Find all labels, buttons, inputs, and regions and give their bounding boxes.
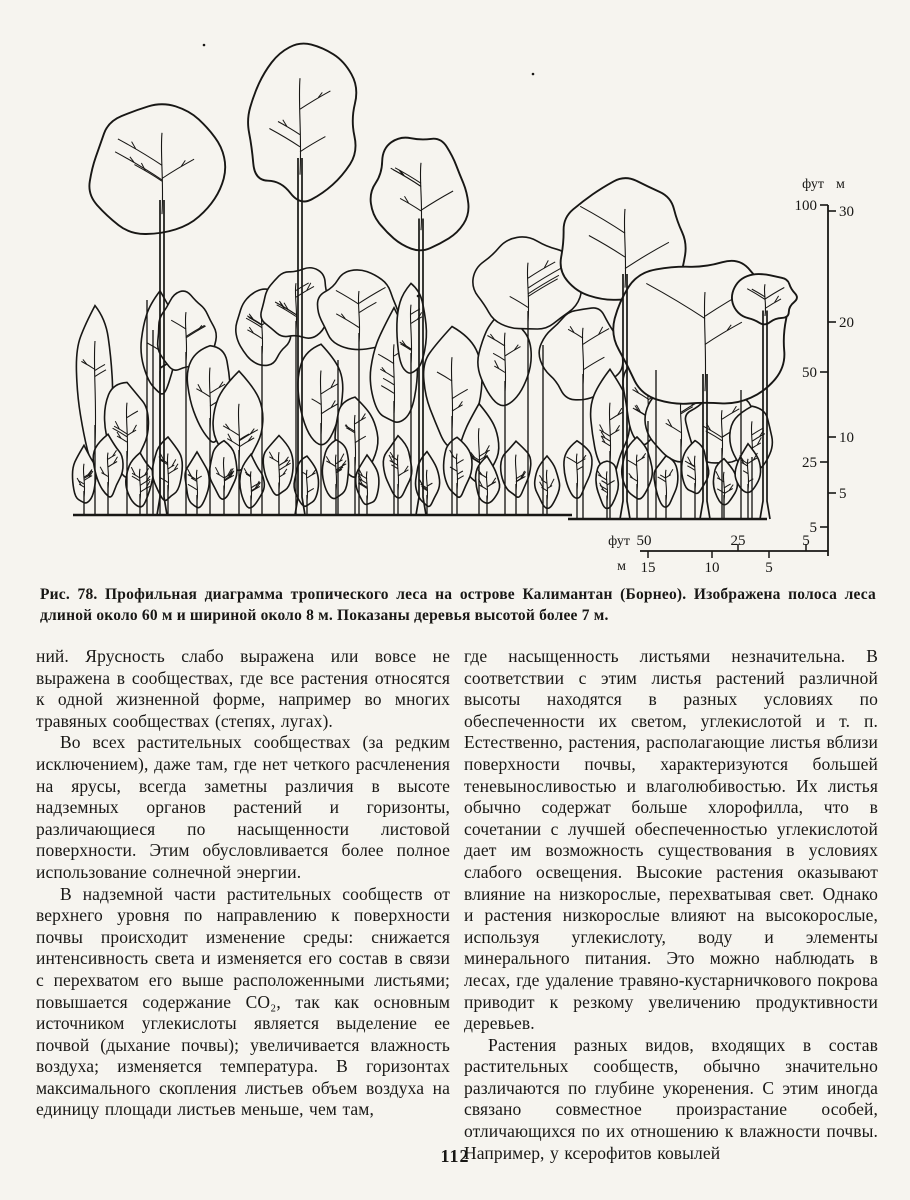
svg-text:30: 30: [839, 204, 854, 220]
svg-text:100: 100: [794, 198, 817, 214]
figure-caption-text: Профильная диаграмма тропического леса на острове Калимантан (Борнео). Изображена полоса леса длиной около 60 м и шириной около 8 м. Показаны деревья высотой более 7 м.: [40, 586, 876, 624]
tree: [564, 441, 592, 499]
paragraph: Растения разных видов, входящих в состав растительных сообществ, обычно значительно различаются по глубине укоренения. С этим иногда связано совместное произрастание особей, отличающихся по их отношению к влажности почвы. Например, у ксерофитов ковылей: [464, 1034, 878, 1163]
body-text: [36, 646, 878, 1164]
svg-text:5: 5: [809, 520, 817, 536]
paragraph: где насыщенность листьями незначительна. В соответствии с этим листья растений различной высоты находятся в разных условиях по обеспеченности их светом, углекислотой и т. п. Естественно, растения, располагающие листья вблизи поверхности почвы, характеризуются большей теневыносливостью и влаголюбивостью. Их листья обычно содержат больше хлорофилла, что в сочетании с лучшей обеспеченностью углекислотой дает им возможность существования в условиях слабого освещения. Высокие растения оказывают влияние на низкорослые, перехватывая свет. Однако и растения низкорослые влияют на высокорослые, используя углекислоту, воду и элементы минерального питания. Это можно наблюдать в лесах, где удаление травяно-кустарничкового покрова приводит к резкому увеличению продуктивности деревьев.: [464, 646, 878, 1034]
tree: [263, 436, 293, 496]
paragraph: В надземной части растительных сообществ от верхнего уровня по направлению к поверхности почвы происходит изменение среды: снижается интенсивность света и изменяется его состав в связи с перехватом его выше расположенными листьями; повышается содержание CO₂, так как основным источником углекислоты является выделение ее почвой (дыхание почвы); увеличивается влажность воздуха; изменяется температура. В горизонтах максимального скопления листьев объем воздуха на единицу площади листьев меньше, чем там,: [36, 883, 450, 1120]
forest-figure-svg: [0, 0, 910, 575]
tree: [713, 459, 737, 505]
tree: [89, 104, 225, 234]
forest-profile-figure: [0, 0, 910, 575]
svg-text:5: 5: [802, 533, 810, 549]
svg-text:50: 50: [802, 365, 817, 381]
svg-text:10: 10: [839, 430, 854, 446]
ground-line: [73, 515, 767, 519]
svg-text:20: 20: [839, 315, 854, 331]
figure-caption-label: Рис. 78.: [40, 586, 98, 603]
paragraph: ний. Ярусность слабо выражена или вовсе не выражена в сообществах, где все растения относятся к одной жизненной форме, например во многих травяных сообществах (степях, лугах).: [36, 646, 450, 731]
page-number: 112: [440, 1146, 470, 1166]
tree: [152, 437, 182, 500]
right-column: [464, 646, 878, 1164]
tree: [209, 441, 237, 499]
svg-text:5: 5: [839, 486, 847, 502]
svg-text:фут: фут: [802, 177, 824, 192]
figure-caption: [40, 584, 876, 626]
svg-text:м: м: [836, 177, 845, 192]
svg-text:фут: фут: [608, 534, 630, 549]
paragraph: Во всех растительных сообществах (за редким исключением), даже там, где нет четкого расчленения на ярусы, всегда заметны различия в высоте надземных органов растений и горизонты, различающиеся по насыщенности листовой поверхности. Этим обусловливается более полное использование солнечной энергии.: [36, 732, 450, 882]
svg-text:15: 15: [640, 560, 656, 575]
left-column: [36, 646, 450, 1164]
svg-text:м: м: [617, 559, 626, 574]
svg-text:5: 5: [765, 560, 773, 575]
svg-text:25: 25: [730, 533, 746, 549]
svg-text:25: 25: [802, 455, 817, 471]
svg-text:10: 10: [704, 560, 720, 575]
svg-text:50: 50: [636, 533, 652, 549]
